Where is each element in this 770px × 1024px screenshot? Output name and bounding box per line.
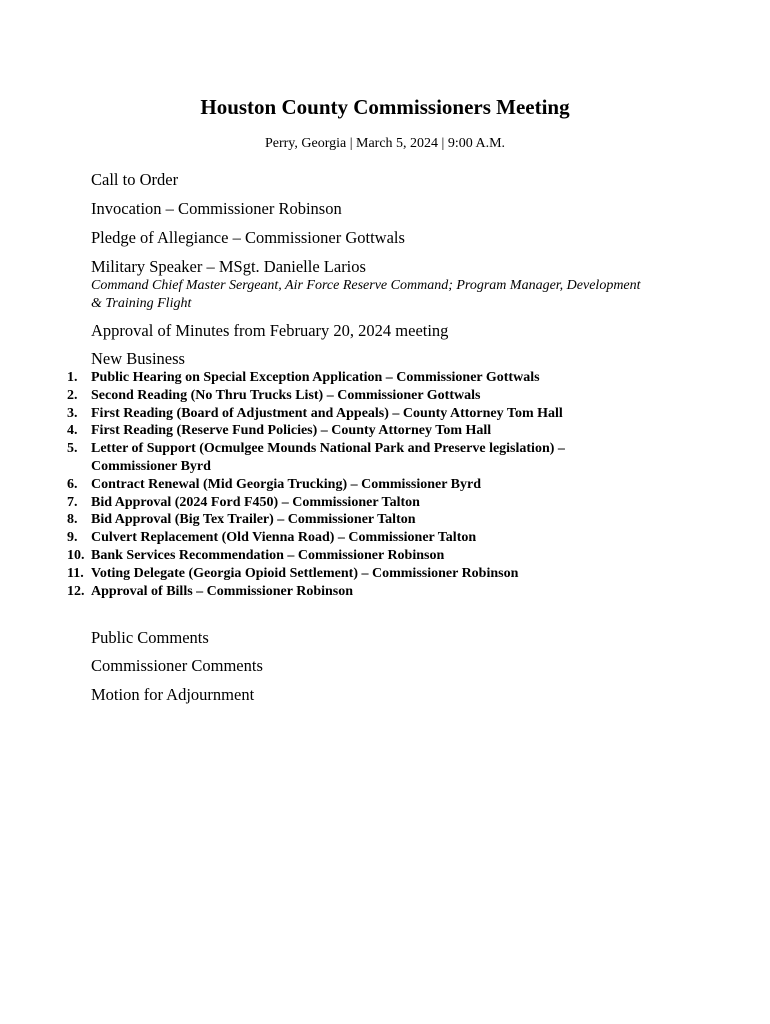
list-item-text: Bid Approval (Big Tex Trailer) – Commissioner Talton (91, 512, 416, 528)
list-item-number: 9. (67, 530, 78, 546)
list-item-number: 2. (67, 387, 78, 403)
list-item (67, 387, 687, 405)
list-item (67, 547, 687, 565)
list-item-text: First Reading (Reserve Fund Policies) – County Attorney Tom Hall (91, 423, 492, 439)
list-item-text: Public Hearing on Special Exception Application – Commissioner Gottwals (91, 370, 540, 385)
agenda-item-public-comments: Public Comments (91, 628, 209, 647)
agenda-item-commissioner-comments: Commissioner Comments (91, 656, 263, 675)
agenda-item-invocation: Invocation – Commissioner Robinson (91, 199, 342, 218)
list-item-text: First Reading (Board of Adjustment and Appeals) – County Attorney Tom Hall (91, 405, 563, 421)
agenda-item-adjournment: Motion for Adjournment (91, 685, 255, 704)
agenda-item-call-to-order: Call to Order (91, 170, 179, 189)
list-item (67, 440, 687, 476)
list-item (67, 529, 687, 547)
list-item-text: Voting Delegate (Georgia Opioid Settlement) – Commissioner Robinson (91, 565, 519, 581)
list-item-number: 5. (67, 441, 78, 457)
list-item (67, 476, 687, 494)
list-item-text: Second Reading (No Thru Trucks List) – Commissioner Gottwals (91, 387, 481, 403)
list-item-number: 12. (67, 583, 85, 599)
list-item-text: Contract Renewal (Mid Georgia Trucking) – Commissioner Byrd (91, 476, 482, 492)
agenda-item-approval-minutes: Approval of Minutes from February 20, 2024 meeting (91, 321, 449, 340)
list-item-number: 10. (67, 547, 85, 563)
list-item-text: Letter of Support (Ocmulgee Mounds National Park and Preserve legislation) – Commissioner Byrd (91, 441, 565, 474)
list-item-number: 3. (67, 405, 78, 421)
meeting-details: Perry, Georgia | March 5, 2024 | 9:00 A.M. (264, 136, 506, 151)
agenda-item-pledge: Pledge of Allegiance – Commissioner Gottwals (91, 228, 405, 247)
list-item-text: Bid Approval (2024 Ford F450) – Commissioner Talton (91, 494, 420, 510)
list-item-text: Bank Services Recommendation – Commissioner Robinson (91, 547, 445, 563)
list-item-number: 11. (67, 565, 84, 581)
list-item-number: 7. (67, 494, 78, 510)
agenda-item-military-speaker: Military Speaker – MSgt. Danielle Larios (91, 257, 366, 276)
new-business-list (67, 369, 687, 600)
list-item-number: 1. (67, 370, 78, 385)
list-item (67, 583, 687, 601)
list-item-text: Culvert Replacement (Old Vienna Road) – Commissioner Talton (91, 530, 477, 546)
page-title: Houston County Commissioners Meeting (200, 95, 570, 119)
list-item (67, 422, 687, 440)
list-item-number: 8. (67, 512, 78, 528)
list-item-number: 6. (67, 476, 78, 492)
list-item (67, 405, 687, 423)
list-item-number: 4. (67, 423, 78, 439)
military-speaker-note: Command Chief Master Sergeant, Air Force Reserve Command; Program Manager, Development & Training Flight (91, 278, 641, 311)
list-item (67, 511, 687, 529)
list-item (67, 565, 687, 583)
list-item (67, 494, 687, 512)
list-item-text: Approval of Bills – Commissioner Robinson (91, 583, 354, 599)
list-item (67, 369, 687, 387)
agenda-item-new-business: New Business (91, 349, 185, 368)
